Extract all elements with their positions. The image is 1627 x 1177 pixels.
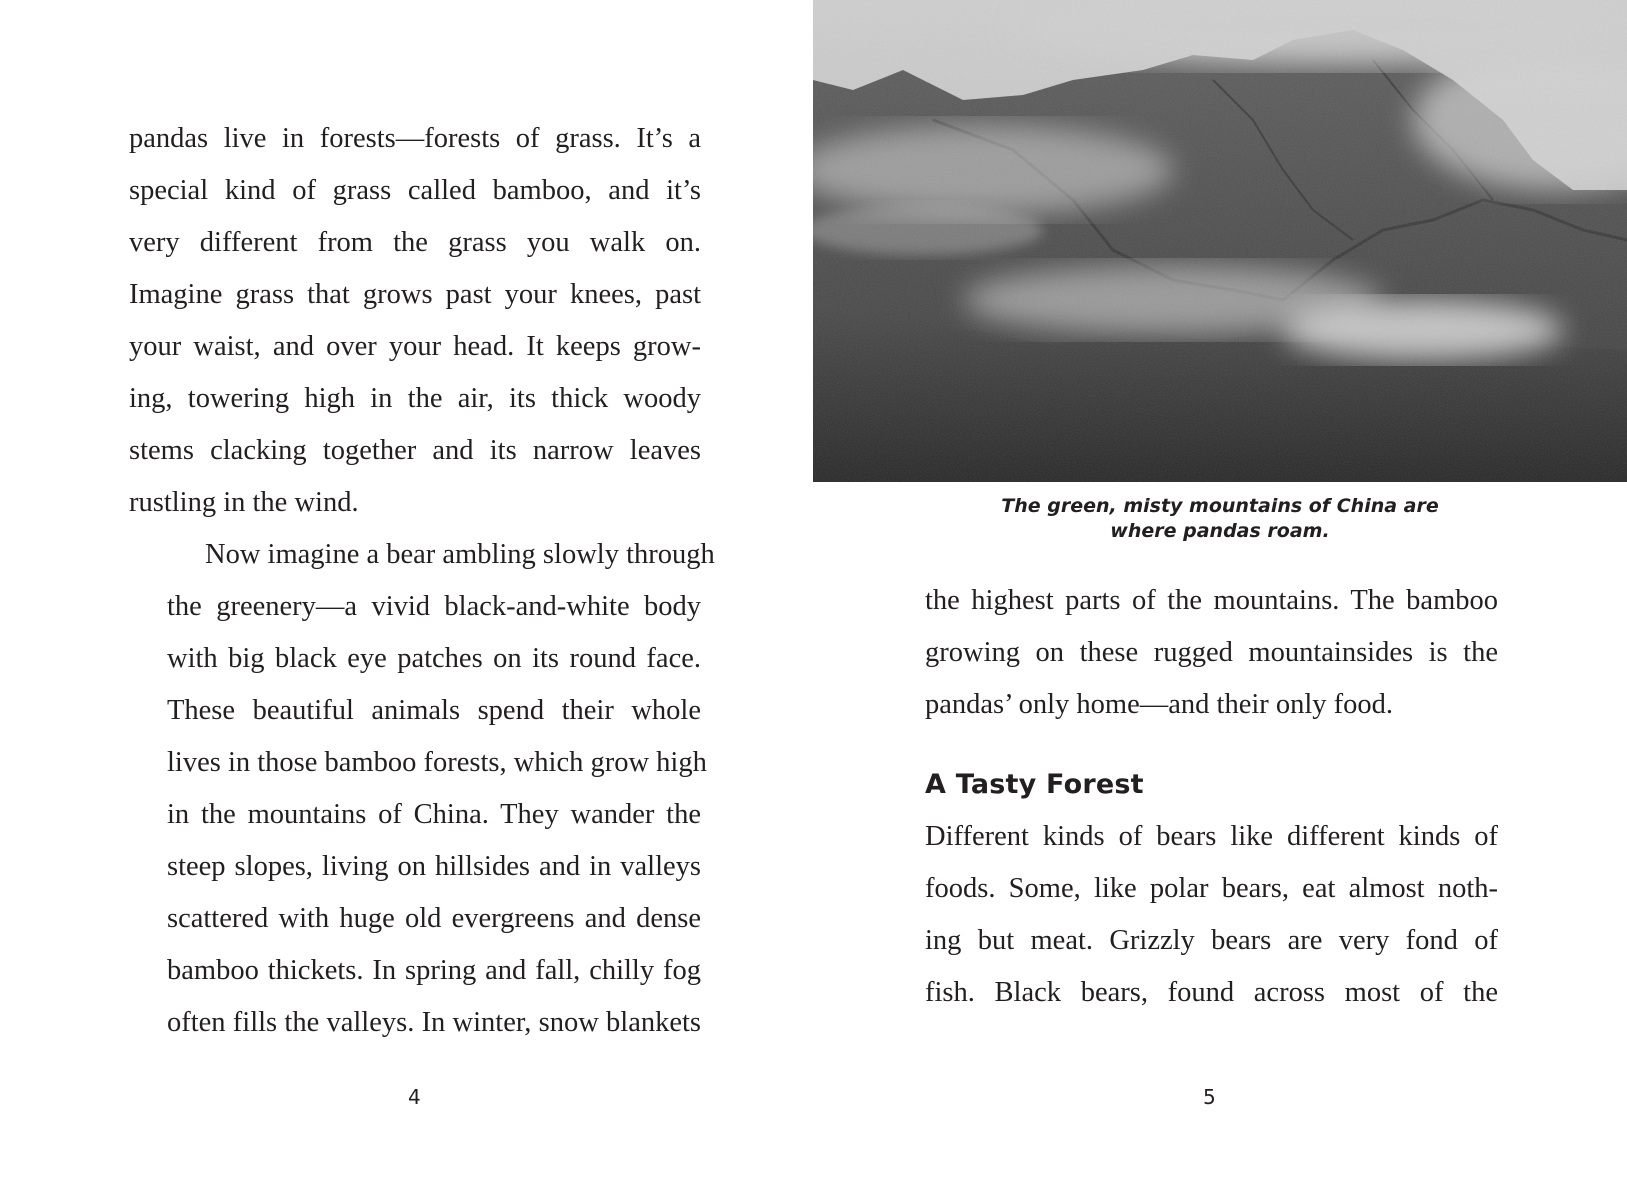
text-line: the greenery—a vivid black-and-white body xyxy=(167,591,701,622)
text-line: Different kinds of bears like different kinds of xyxy=(925,821,1498,852)
text-line: foods. Some, like polar bears, eat almost noth- xyxy=(925,873,1498,904)
text-line: pandas live in forests—forests of grass. It’s a xyxy=(129,123,701,154)
paragraph-1 xyxy=(129,113,701,529)
text-line: your waist, and over your head. It keeps grow- xyxy=(129,331,701,362)
text-line: the highest parts of the mountains. The bamboo xyxy=(925,585,1498,616)
text-line: rustling in the wind. xyxy=(129,487,359,518)
text-line: stems clacking together and its narrow leaves xyxy=(129,435,701,466)
text-line: in the mountains of China. They wander the xyxy=(167,799,701,830)
right-page xyxy=(813,0,1627,1177)
text-line: special kind of grass called bamboo, and it’s xyxy=(129,175,701,206)
text-line: growing on these rugged mountainsides is the xyxy=(925,637,1498,668)
text-line: Imagine grass that grows past your knees, past xyxy=(129,279,701,310)
text-line: often fills the valleys. In winter, snow blankets xyxy=(167,1007,701,1038)
text-line: lives in those bamboo forests, which grow high xyxy=(167,747,707,778)
mountain-photo-icon xyxy=(813,0,1627,482)
text-line: very different from the grass you walk on. xyxy=(129,227,701,258)
caption-line: The green, misty mountains of China are xyxy=(1001,495,1439,517)
page-number: 5 xyxy=(1203,1085,1216,1109)
right-page-text xyxy=(925,575,1498,1019)
text-line: ing but meat. Grizzly bears are very fond of xyxy=(925,925,1498,956)
paragraph-3 xyxy=(925,575,1498,731)
text-line: These beautiful animals spend their whole xyxy=(167,695,701,726)
paragraph-2 xyxy=(129,529,715,1049)
text-line: bamboo thickets. In spring and fall, chilly fog xyxy=(167,955,701,986)
text-line: pandas’ only home—and their only food. xyxy=(925,689,1394,720)
text-line: Now imagine a bear ambling slowly through xyxy=(205,539,715,570)
photo-caption xyxy=(893,494,1547,544)
page-number: 4 xyxy=(408,1085,421,1109)
left-page xyxy=(0,0,813,1177)
text-line: ing, towering high in the air, its thick woody xyxy=(129,383,701,414)
left-page-text xyxy=(129,113,715,1049)
text-line: steep slopes, living on hillsides and in valleys xyxy=(167,851,701,882)
paragraph-4 xyxy=(925,811,1498,1019)
caption-line: where pandas roam. xyxy=(1110,520,1330,542)
section-heading: A Tasty Forest xyxy=(925,769,1144,800)
misty-mountain-photo xyxy=(813,0,1627,482)
text-line: with big black eye patches on its round face. xyxy=(167,643,701,674)
text-line: scattered with huge old evergreens and dense xyxy=(167,903,701,934)
text-line: fish. Black bears, found across most of the xyxy=(925,977,1498,1008)
